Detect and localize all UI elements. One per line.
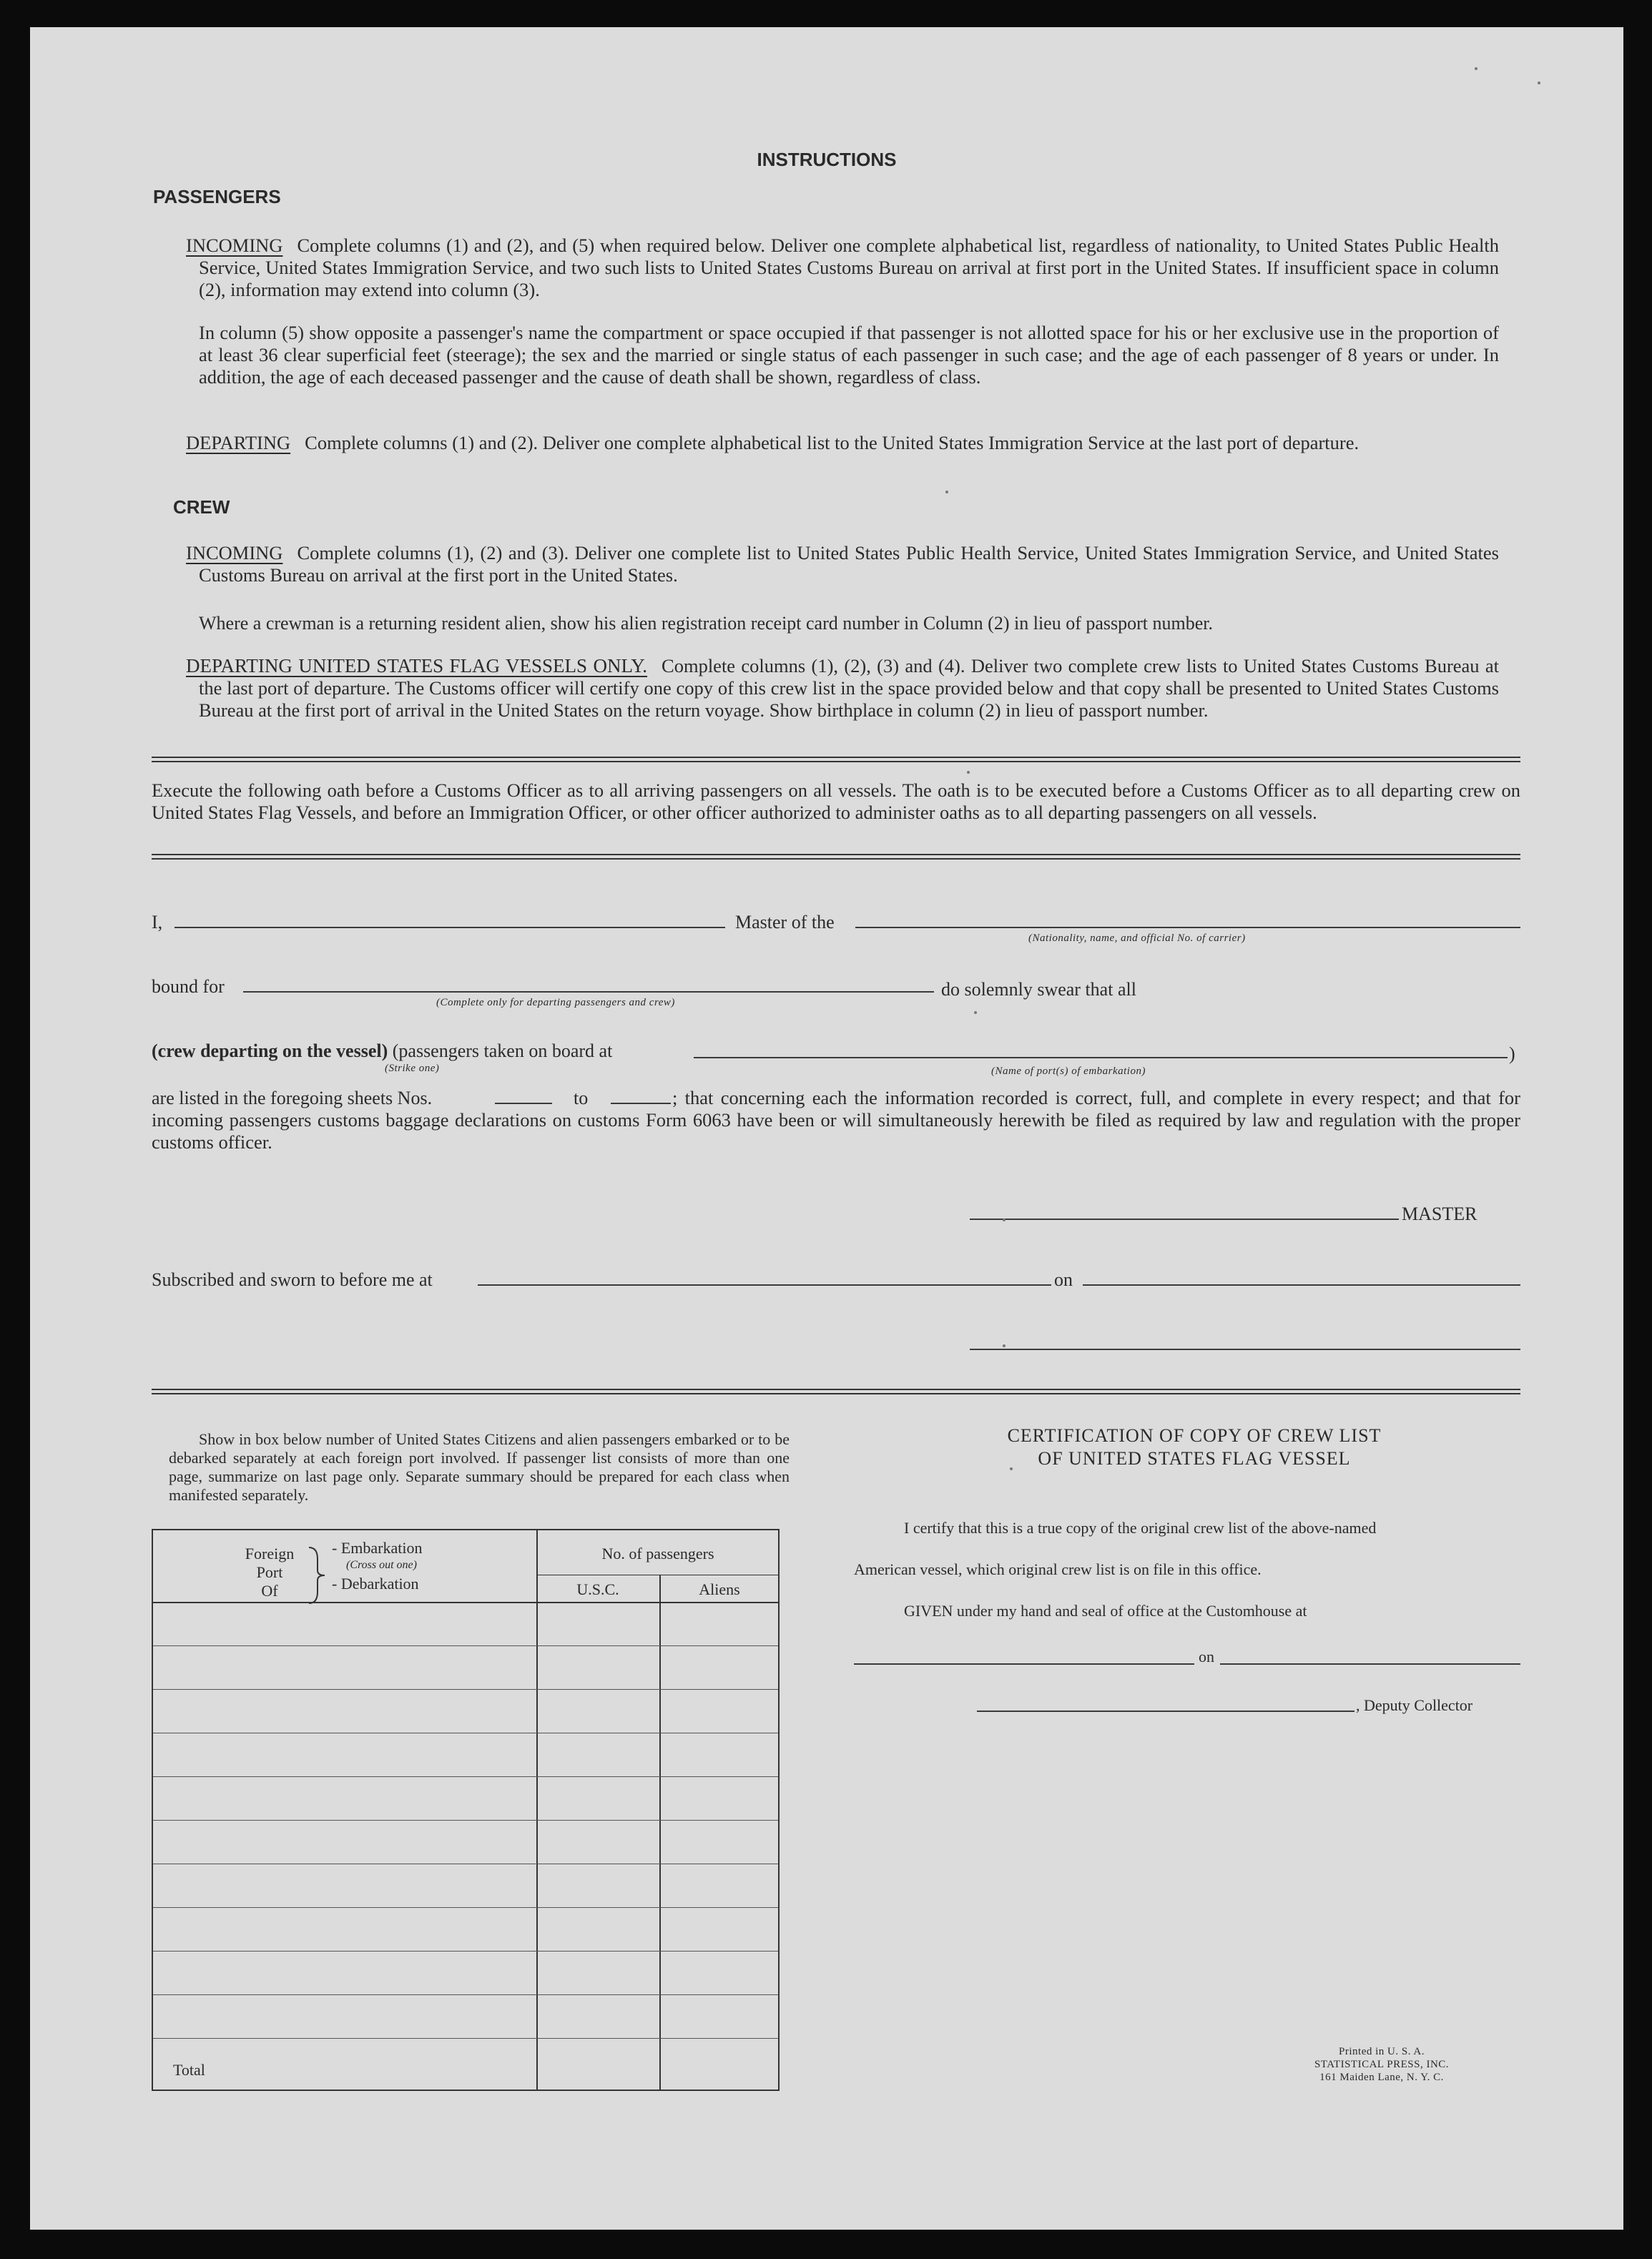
passengers-departing-text: Complete columns (1) and (2). Deliver one complete alphabetical list to the United States Immigration Service at the last port of departure.	[305, 432, 1360, 453]
listed-prefix: are listed in the foregoing sheets Nos.	[152, 1088, 433, 1108]
passengers-taken-option[interactable]: (passengers taken on board at	[392, 1040, 613, 1061]
passengers-incoming-label: INCOMING	[186, 235, 283, 256]
crew-departing-label: DEPARTING UNITED STATES FLAG VESSELS ONLY.	[186, 655, 648, 676]
crew-departing-option[interactable]: (crew departing on the vessel)	[152, 1040, 388, 1061]
crew-incoming-label: INCOMING	[186, 542, 283, 563]
carrier-field[interactable]	[855, 927, 1520, 928]
ports-caption: (Name of port(s) of embarkation)	[991, 1065, 1146, 1077]
sworn-on-label: on	[1054, 1269, 1073, 1290]
table-row[interactable]	[153, 1689, 778, 1690]
certification-title-2: OF UNITED STATES FLAG VESSEL	[1038, 1448, 1351, 1469]
bound-for-label: bound for	[152, 976, 225, 997]
crew-alien-paragraph: Where a crewman is a returning resident alien, show his alien registration receipt card number in Column (2) in lieu of passport number.	[199, 613, 1214, 634]
no-passengers-header: No. of passengers	[601, 1545, 714, 1562]
master-name-field[interactable]	[174, 927, 725, 928]
to-label: to	[574, 1088, 589, 1108]
sworn-location-field[interactable]	[478, 1284, 1051, 1286]
total-label: Total	[173, 2061, 205, 2079]
crew-departing-text: Complete columns (1), (2), (3) and (4). Deliver two complete crew lists to United States Customs Bureau at the last port of departure. The Customs officer will certify one copy of this crew list in the space provided below and that copy shall be presented to United States Customs Bureau at the first port of arrival in the United States on the return voyage. Show birthplace in column (2) in lieu of passport number.	[199, 655, 1499, 721]
vessel-option-line	[152, 1040, 612, 1062]
passengers-column5-paragraph: In column (5) show opposite a passenger's name the compartment or space occupied if that passenger is not allotted space for his or her exclusive use in the proportion of at least 36 clear superficial feet (steerage); the sex and the married or single status of each passenger in such case; and the age of each passenger of 8 years or under. In addition, the age of each deceased passenger and the cause of death shall be shown, regardless of class.	[199, 322, 1499, 388]
passengers-departing-paragraph	[173, 432, 1499, 454]
certification-line-3: GIVEN under my hand and seal of office at the Customhouse at	[904, 1602, 1307, 1620]
scan-speck	[967, 771, 970, 774]
master-of-label: Master of the	[735, 912, 835, 932]
divider-3	[152, 1389, 1520, 1394]
scan-speck	[1538, 82, 1540, 84]
table-row[interactable]	[153, 1907, 778, 1908]
passenger-summary-table	[152, 1529, 780, 2091]
master-signature-field[interactable]	[970, 1219, 1399, 1220]
master-label: MASTER	[1402, 1204, 1478, 1224]
carrier-caption: (Nationality, name, and official No. of carrier)	[1028, 932, 1246, 944]
bound-for-field[interactable]	[243, 991, 934, 993]
scan-speck	[1003, 1344, 1006, 1347]
form-sheet	[30, 27, 1623, 2230]
certification-line-1: I certify that this is a true copy of the original crew list of the above-named	[904, 1519, 1377, 1537]
printer-imprint: Printed in U. S. A. STATISTICAL PRESS, INC. 161 Maiden Lane, N. Y. C.	[1314, 2046, 1450, 2083]
certification-title-1: CERTIFICATION OF COPY OF CREW LIST	[1007, 1425, 1382, 1446]
scan-speck	[974, 1011, 977, 1014]
scan-speck	[1475, 67, 1478, 70]
scan-speck	[1010, 1467, 1013, 1470]
divider-1	[152, 757, 1520, 762]
oath-i-label: I,	[152, 912, 163, 932]
table-row[interactable]	[153, 1951, 778, 1952]
debarkation-option[interactable]: - Debarkation	[332, 1575, 419, 1593]
strike-caption: (Strike one)	[385, 1063, 440, 1074]
passengers-departing-label: DEPARTING	[186, 432, 291, 453]
scan-speck	[1003, 1219, 1006, 1221]
table-row[interactable]	[153, 1820, 778, 1821]
embarkation-ports-field[interactable]	[694, 1057, 1508, 1058]
passengers-incoming-text: Complete columns (1) and (2), and (5) when required below. Deliver one complete alphabetical list, regardless of nationality, to United States Public Health Service, United States Immigration Service, and two such lists to United States Customs Bureau on arrival at first port in the United States. If insufficient space in column (2), information may extend into column (3).	[199, 235, 1499, 300]
table-row[interactable]	[153, 1776, 778, 1777]
sworn-date-field[interactable]	[1083, 1284, 1520, 1286]
brace-icon	[306, 1546, 328, 1605]
certification-on-label: on	[1199, 1648, 1214, 1665]
close-paren: )	[1509, 1043, 1515, 1064]
oath-intro: Execute the following oath before a Customs Officer as to all arriving passengers on all vessels. The oath is to be executed before a Customs Officer as to all departing crew on United States Flag Vessels, and before an Immigration Officer, or other officer authorized to administer oaths as to all departing passengers on all vessels.	[152, 779, 1520, 823]
table-row[interactable]	[153, 1645, 778, 1646]
listed-statement: ; that concerning each the information recorded is correct, full, and complete in every respect; and that for incoming passengers customs baggage declarations on customs Form 6063 have been or will simultaneously herewith be filed as required by law and regulation with the proper customs officer.	[152, 1087, 1520, 1153]
usc-header: U.S.C.	[576, 1580, 619, 1598]
foreign-port-header: Foreign Port Of	[245, 1545, 295, 1600]
embarkation-option[interactable]: - Embarkation	[332, 1539, 423, 1557]
crew-heading: CREW	[173, 496, 230, 518]
officer-signature-field[interactable]	[970, 1349, 1520, 1350]
certification-date-field[interactable]	[1220, 1663, 1520, 1665]
customhouse-field[interactable]	[854, 1663, 1194, 1665]
certification-line-2: American vessel, which original crew list is on file in this office.	[854, 1560, 1262, 1578]
instructions-title: INSTRUCTIONS	[757, 149, 897, 170]
cross-out-caption: (Cross out one)	[346, 1559, 417, 1571]
subscribed-label: Subscribed and sworn to before me at	[152, 1269, 433, 1290]
aliens-header: Aliens	[699, 1580, 740, 1598]
table-row[interactable]	[153, 1994, 778, 1995]
swear-label: do solemnly swear that all	[941, 979, 1136, 1000]
bound-for-caption: (Complete only for departing passengers and crew)	[436, 997, 675, 1008]
crew-incoming-text: Complete columns (1), (2) and (3). Deliver one complete list to United States Public Health Service, United States Immigration Service, and United States Customs Bureau on arrival at the first port in the United States.	[199, 542, 1499, 586]
passengers-incoming-paragraph	[173, 235, 1499, 301]
passengers-heading: PASSENGERS	[153, 186, 281, 207]
table-row[interactable]	[153, 2038, 778, 2039]
deputy-collector-label: , Deputy Collector	[1356, 1696, 1473, 1714]
crew-incoming-paragraph	[173, 542, 1499, 586]
crew-departing-paragraph	[173, 655, 1499, 722]
divider-2	[152, 854, 1520, 860]
summary-instruction: Show in box below number of United States Citizens and alien passengers embarked or to be debarked separately at each foreign port involved. If passenger list consists of more than one page, summarize on last page only. Separate summary should be prepared for each class when manifested separately.	[169, 1430, 790, 1504]
deputy-collector-signature-field[interactable]	[977, 1711, 1354, 1712]
scan-speck	[945, 491, 948, 493]
